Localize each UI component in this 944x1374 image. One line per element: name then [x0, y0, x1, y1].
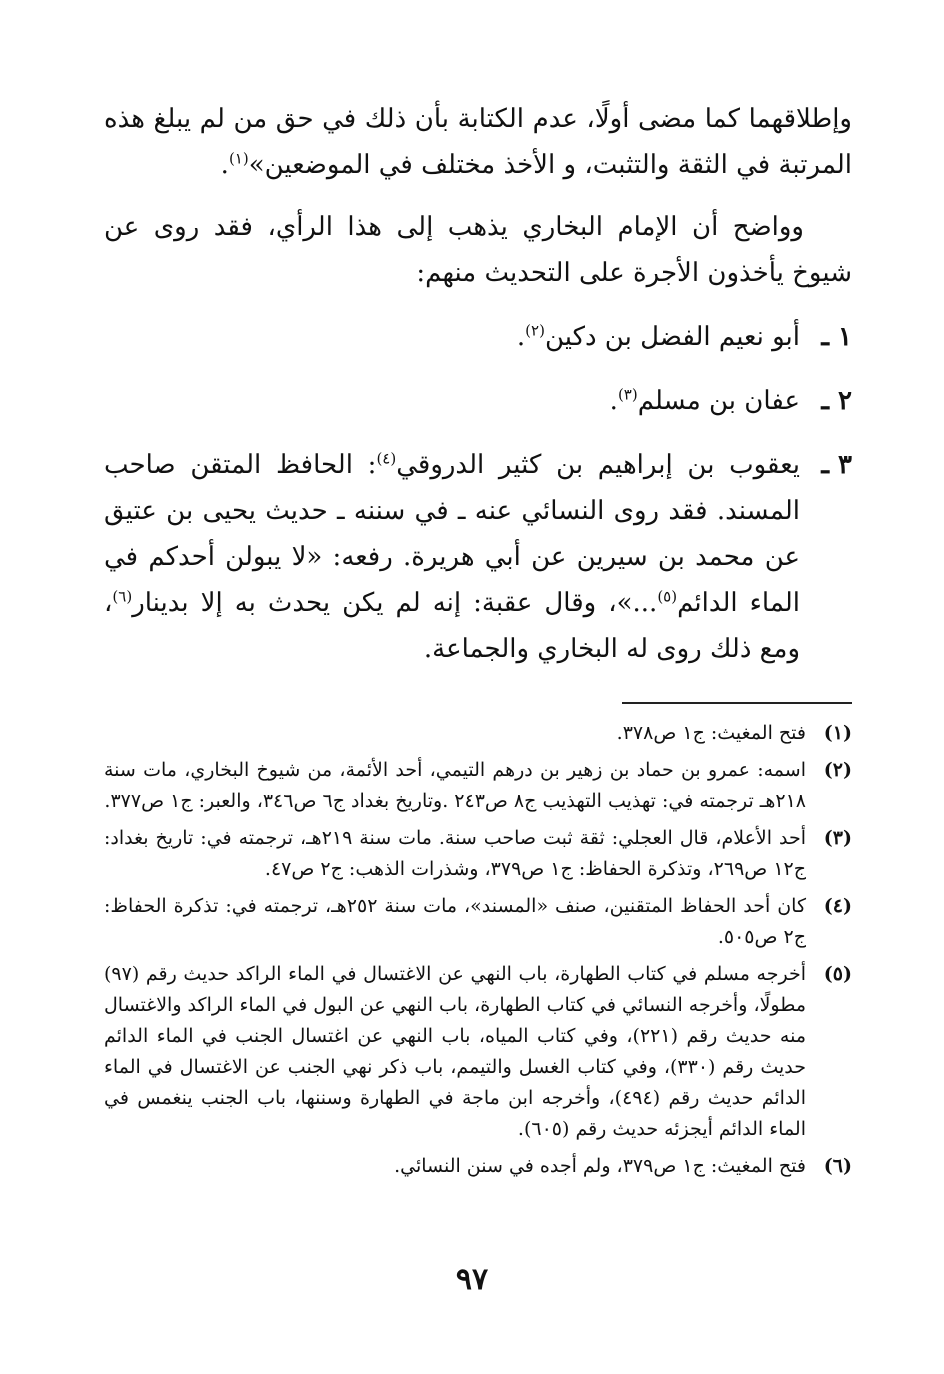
paragraph-text: وإطلاقهما كما مضى أولًا، عدم الكتابة بأن ذلك في حق من لم يبلغ هذه المرتبة في الثقة والتثبت، و الأخذ مختلف في الموضعين» — [104, 104, 852, 180]
list-item-text-part: ...»، وقال عقبة: إنه لم يكن يحدث به إلا بدينار — [132, 588, 658, 618]
footnote-number: (٤) — [823, 895, 852, 917]
footnotes-section — [104, 718, 852, 1182]
footnote-text: فتح المغيث: ج١ ص٣٧٩، ولم أجده في سنن النسائي. — [394, 1155, 806, 1177]
footnote-5 — [104, 959, 852, 1145]
footnote-text: فتح المغيث: ج١ ص٣٧٨. — [616, 722, 806, 744]
page-number: ٩٧ — [455, 1262, 489, 1297]
footnote-text: أخرجه مسلم في كتاب الطهارة، باب النهي عن الاغتسال في الماء الراكد حديث رقم (٩٧) مطولًا، وأخرجه النسائي في كتاب الطهارة، باب النهي عن البول في الماء الراكد والاغتسال منه حديث رقم (٢٢١)، وفي كتاب المياه، باب النهي عن اغتسال الجنب في الماء الدائم حديث رقم (٣٣٠)، وفي كتاب الغسل والتيمم، باب ذكر نهي الجنب عن الاغتسال في الماء الدائم حديث رقم (٤٩٤)، وأخرجه ابن ماجة في الطهارة وسننها، باب الجنب ينغمس في الماء الدائم أيجزئه حديث رقم (٦٠٥). — [104, 963, 807, 1140]
footnote-text: اسمه: عمرو بن حماد بن زهير بن درهم التيمي، أحد الأئمة، من شيوخ البخاري، مات سنة ٢١٨هـ ترجمته في: تهذيب التهذيب ج٨ ص٢٤٣ .وتاريخ بغداد ج٦ ص٣٤٦، والعبر: ج١ ص٣٧٧. — [104, 759, 806, 812]
footnote-ref-1[interactable]: (١) — [228, 149, 249, 168]
list-item-1 — [104, 314, 852, 360]
footnote-number: (١) — [823, 722, 852, 744]
footnote-4 — [104, 891, 852, 953]
narrator-name: أبو نعيم الفضل بن دكين — [544, 322, 800, 352]
list-item-number: ٢ ـ — [821, 386, 852, 416]
list-item-text-part: ، ومع ذلك روى له البخاري والجماعة. — [104, 588, 800, 664]
body-paragraph-2: وواضح أن الإمام البخاري يذهب إلى هذا الرأي، فقد روى عن شيوخ يأخذون الأجرة على التحديث منهم: — [104, 212, 852, 288]
list-item-text-part: : الحافظ المتقن صاحب المسند. فقد روى النسائي عنه ـ في سننه ـ حديث يحيى بن عتيق عن محمد بن سيرين عن أبي هريرة. رفعه: «لا يبولن أحدكم في الماء الدائم — [104, 450, 800, 618]
footnote-ref-3[interactable]: (٣) — [617, 385, 638, 404]
list-item-number: ٣ ـ — [821, 450, 852, 480]
footnote-ref-6[interactable]: (٦) — [112, 587, 133, 606]
footnote-text: كان أحد الحفاظ المتقنين، صنف «المسند»، مات سنة ٢٥٢هـ، ترجمته في: تذكرة الحفاظ: ج٢ ص٥٠٥. — [104, 895, 806, 948]
footnote-number: (٦) — [823, 1155, 852, 1177]
footnote-divider — [622, 702, 852, 704]
footnote-ref-4[interactable]: (٤) — [376, 449, 397, 468]
footnote-number: (٢) — [823, 759, 852, 781]
list-item-3 — [104, 442, 852, 672]
body-paragraph-1 — [104, 96, 852, 188]
footnote-number: (٣) — [823, 827, 852, 849]
narrator-name: عفان بن مسلم — [637, 386, 800, 416]
paragraph-end: . — [220, 150, 229, 180]
footnote-number: (٥) — [823, 963, 852, 985]
list-item-2 — [104, 378, 852, 424]
list-item-text — [104, 314, 800, 360]
list-item-text — [104, 378, 800, 424]
list-item-end: . — [609, 386, 618, 416]
footnote-2 — [104, 755, 852, 817]
footnote-text: أحد الأعلام، قال العجلي: ثقة ثبت صاحب سنة. مات سنة ٢١٩هـ، ترجمته في: تاريخ بغداد: ج١٢ ص٢٦٩، وتذكرة الحفاظ: ج١ ص٣٧٩، وشذرات الذهب: ج٢ ص٤٧. — [104, 827, 806, 880]
footnote-ref-2[interactable]: (٢) — [525, 321, 545, 340]
list-item-number: ١ ـ — [821, 322, 852, 352]
footnote-1 — [104, 718, 852, 749]
footnote-3 — [104, 823, 852, 885]
list-item-end: . — [516, 322, 526, 352]
narrator-name: يعقوب بن إبراهيم بن كثير الدروقي — [396, 450, 800, 480]
list-item-text — [104, 442, 800, 672]
footnote-6 — [104, 1151, 852, 1182]
footnote-ref-5[interactable]: (٥) — [657, 587, 678, 606]
